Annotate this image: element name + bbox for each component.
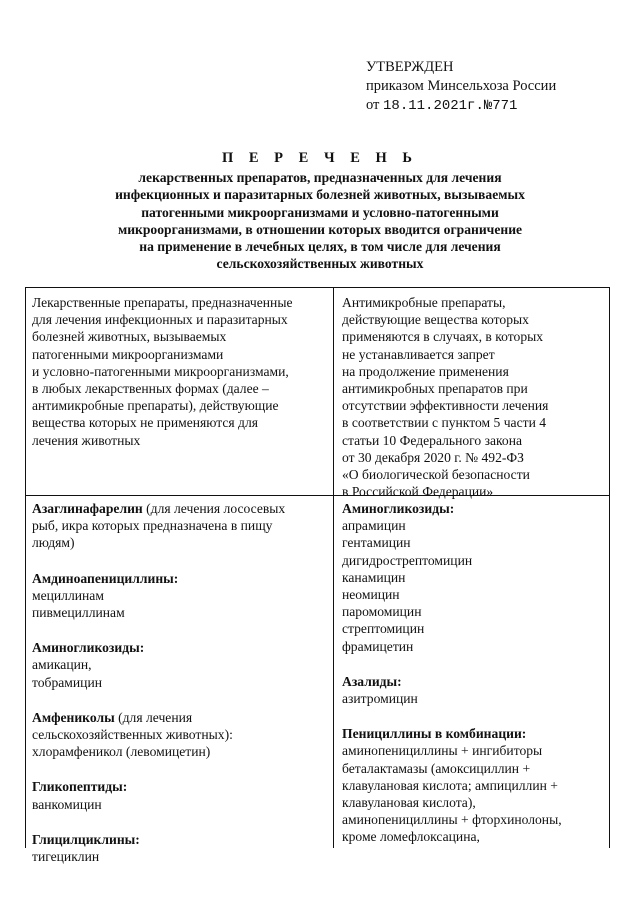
list-item: амикацин, bbox=[32, 657, 92, 673]
list-item: аминопенициллины + фторхинолоны, bbox=[342, 812, 562, 828]
list-item: людям) bbox=[32, 535, 75, 551]
list-item: хлорамфеникол (левомицетин) bbox=[32, 744, 211, 760]
title-line: патогенными микроорганизмами и условно-патогенными bbox=[141, 204, 499, 220]
drug-list-table bbox=[25, 287, 610, 865]
list-item: неомицин bbox=[342, 587, 400, 603]
group-heading: Пенициллины в комбинации: bbox=[342, 726, 527, 742]
list-item: тобрамицин bbox=[32, 674, 103, 690]
approval-date-value: 18.11.2021г.№771 bbox=[383, 98, 518, 114]
title-line: инфекционных и паразитарных болезней животных, вызываемых bbox=[115, 187, 525, 203]
group-heading: Аминогликозиды: bbox=[32, 640, 145, 656]
list-item: беталактамазы (амоксициллин + bbox=[342, 760, 531, 776]
drug-group bbox=[342, 500, 604, 655]
drug-group: Амфениколы (для лечения сельскохозяйственных животных): хлорамфеникол (левомицетин) bbox=[32, 709, 328, 761]
group-heading: Аминогликозиды: bbox=[342, 501, 455, 516]
list-item: рыб, икра которых предназначена в пищу bbox=[32, 518, 273, 534]
list-item: аминопенициллины + ингибиторы bbox=[342, 743, 543, 759]
list-item: апрамицин bbox=[342, 518, 406, 534]
drug-group bbox=[32, 570, 328, 622]
drug-group: Азаглинафарелин (для лечения лососевых рыб, икра которых предназначена в пищу людям) bbox=[32, 500, 328, 552]
title-line: лекарственных препаратов, предназначенных для лечения bbox=[138, 170, 502, 186]
left-column-body bbox=[32, 500, 328, 883]
group-heading: Глицилциклины: bbox=[32, 831, 140, 847]
title-line: на применение в лечебных целях, в том числе для лечения bbox=[139, 239, 501, 255]
list-item: азитромицин bbox=[342, 691, 418, 707]
list-item: клавулановая кислота; ампициллин + bbox=[342, 777, 558, 793]
approval-date: от 18.11.2021г.№771 bbox=[366, 97, 518, 114]
drug-group bbox=[32, 639, 328, 691]
header-left-cell: Лекарственные препараты, предназначенные для лечения инфекционных и паразитарных болезней животных, вызываемых патогенными микроорганизмами и условно-патогенными микроорганизмами, в любых лекарственных формах (далее – антимикробные препараты), действующие вещества которых не применяются для лечения животных bbox=[32, 295, 293, 448]
list-item: гентамицин bbox=[342, 535, 411, 551]
column-divider bbox=[333, 288, 334, 848]
title-line: микроорганизмами, в отношении которых вводится ограничение bbox=[117, 221, 523, 237]
list-item: тигециклин bbox=[32, 849, 100, 865]
approval-stamp bbox=[366, 58, 556, 116]
list-item: сельскохозяйственных животных): bbox=[32, 727, 233, 743]
list-item: паромомицин bbox=[342, 604, 422, 620]
list-item: клавулановая кислота), bbox=[342, 795, 476, 811]
list-item: пивмециллинам bbox=[32, 605, 125, 621]
title-word: П Е Р Е Ч Е Н Ь bbox=[221, 150, 419, 166]
right-column-body bbox=[342, 500, 604, 864]
approval-status: УТВЕРЖДЕН bbox=[366, 59, 454, 75]
list-item: канамицин bbox=[342, 569, 406, 585]
list-item: дигидрострептомицин bbox=[342, 552, 473, 568]
list-item: ванкомицин bbox=[32, 796, 102, 812]
list-item: стрептомицин bbox=[342, 621, 425, 637]
list-item: фрамицетин bbox=[342, 638, 414, 654]
title-line: сельскохозяйственных животных bbox=[216, 256, 424, 272]
drug-group bbox=[32, 778, 328, 812]
header-right-cell: Антимикробные препараты, действующие вещества которых применяются в случаях, в которых не устанавливается запрет на продолжение применения антимикробных препаратов при отсутствии эффективности лечения в соответствии с пунктом 5 части 4 статьи 10 Федерального закона от 30 декабря 2020 г. № 492-ФЗ «О биологической безопасности в Российской Федерации» bbox=[342, 295, 549, 500]
group-heading: Азалиды: bbox=[342, 673, 402, 689]
group-heading: Азаглинафарелин bbox=[32, 501, 143, 516]
drug-group bbox=[342, 725, 604, 845]
drug-group bbox=[342, 673, 604, 707]
group-heading: Амдиноапенициллины: bbox=[32, 570, 179, 586]
group-heading: Амфениколы bbox=[32, 709, 115, 725]
drug-group bbox=[32, 831, 328, 865]
list-item: кроме ломефлоксацина, bbox=[342, 829, 480, 845]
list-item: мециллинам bbox=[32, 587, 104, 603]
group-heading: Гликопептиды: bbox=[32, 779, 128, 795]
approval-order: приказом Минсельхоза России bbox=[366, 78, 557, 94]
document-title bbox=[100, 150, 540, 272]
